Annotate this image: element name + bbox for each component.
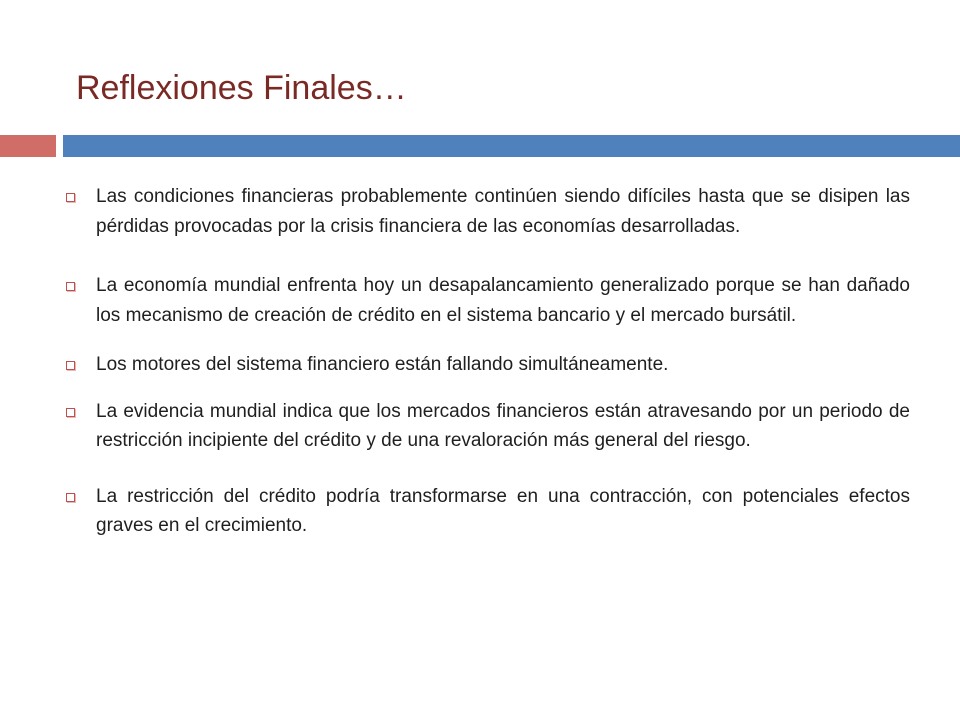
bullet-text: La evidencia mundial indica que los mercados financieros están atravesando por un periodo de restricción incipiente del crédito y de una revaloración más general del riesgo.	[96, 400, 910, 451]
title-accent-bar	[0, 135, 56, 157]
bullet-text: Los motores del sistema financiero están fallando simultáneamente.	[96, 354, 669, 375]
square-bullet-icon	[66, 408, 75, 417]
bullet-item	[64, 350, 910, 380]
bullet-text: La economía mundial enfrenta hoy un desapalancamiento generalizado porque se han dañado los mecanismo de creación de crédito en el sistema bancario y el mercado bursátil.	[96, 275, 910, 326]
bullet-list	[64, 182, 910, 541]
bullet-item	[64, 482, 910, 541]
square-bullet-icon	[66, 493, 75, 502]
bullet-item	[64, 271, 910, 330]
title-primary-bar	[63, 135, 960, 157]
square-bullet-icon	[66, 282, 75, 291]
square-bullet-icon	[66, 193, 75, 202]
bullet-text: La restricción del crédito podría transformarse en una contracción, con potenciales efectos graves en el crecimiento.	[96, 485, 910, 536]
slide-title: Reflexiones Finales…	[76, 69, 407, 107]
bullet-item	[64, 182, 910, 241]
bullet-item	[64, 397, 910, 456]
bullet-text: Las condiciones financieras probablemente continúen siendo difíciles hasta que se disipen las pérdidas provocadas por la crisis financiera de las economías desarrolladas.	[96, 186, 910, 237]
square-bullet-icon	[66, 361, 75, 370]
